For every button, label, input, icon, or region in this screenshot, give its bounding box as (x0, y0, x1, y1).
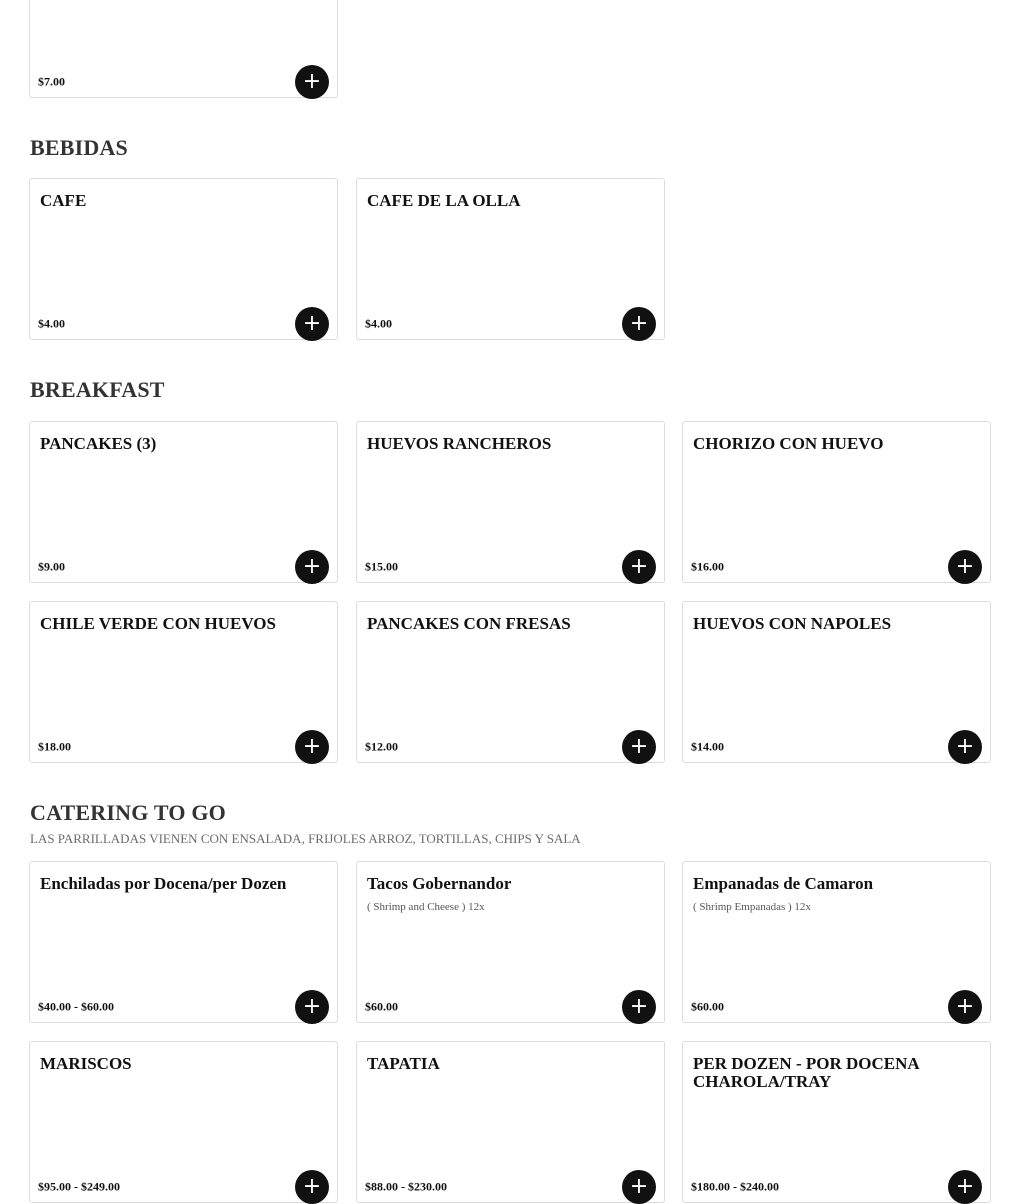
plus-icon: + (955, 1174, 975, 1199)
item-name: PANCAKES (3) (40, 434, 157, 453)
add-to-cart-button[interactable] (295, 1170, 329, 1204)
item-name: MARISCOS (40, 1054, 132, 1073)
menu-item-card-tapatia[interactable] (356, 1041, 665, 1203)
add-to-cart-button[interactable] (948, 1170, 982, 1204)
menu-item-card-empanadas-de-camaron[interactable] (682, 861, 991, 1023)
item-name: HUEVOS RANCHEROS (367, 434, 552, 453)
item-price: $4.00 (38, 316, 65, 331)
add-to-cart-button[interactable] (295, 550, 329, 584)
item-name: TAPATIA (367, 1054, 440, 1073)
plus-icon: + (955, 554, 975, 579)
add-to-cart-button[interactable] (622, 307, 656, 341)
plus-icon: + (302, 734, 322, 759)
menu-item-card-huevos-rancheros[interactable] (356, 421, 665, 583)
menu-item-card-cafe-de-la-olla[interactable] (356, 178, 665, 340)
add-to-cart-button[interactable] (295, 65, 329, 99)
item-name: CHILE VERDE CON HUEVOS (40, 614, 276, 633)
plus-icon: + (302, 994, 322, 1019)
menu-item-card-pancakes-con-fresas[interactable] (356, 601, 665, 763)
item-price: $60.00 (691, 999, 724, 1014)
menu-item-card-pancakes[interactable] (29, 421, 338, 583)
add-to-cart-button[interactable] (622, 550, 656, 584)
add-to-cart-button[interactable] (295, 730, 329, 764)
plus-icon: + (629, 1174, 649, 1199)
menu-item-card-cafe[interactable] (29, 178, 338, 340)
item-name: CAFE DE LA OLLA (367, 191, 521, 210)
menu-item-card-enchiladas[interactable] (29, 861, 338, 1023)
item-price: $88.00 - $230.00 (365, 1179, 447, 1194)
add-to-cart-button[interactable] (295, 990, 329, 1024)
item-name: CAFE (40, 191, 87, 210)
item-price: $15.00 (365, 559, 398, 574)
plus-icon: + (302, 554, 322, 579)
item-name: Empanadas de Camaron (693, 874, 874, 893)
plus-icon: + (302, 1174, 322, 1199)
item-description: ( Shrimp Empanadas ) 12x (693, 901, 811, 913)
item-price: $180.00 - $240.00 (691, 1179, 779, 1194)
item-price: $16.00 (691, 559, 724, 574)
item-description: ( Shrimp and Cheese ) 12x (367, 901, 485, 913)
item-price: $18.00 (38, 739, 71, 754)
item-price: $7.00 (38, 74, 65, 89)
item-price: $60.00 (365, 999, 398, 1014)
item-name: PANCAKES CON FRESAS (367, 614, 571, 633)
add-to-cart-button[interactable] (622, 1170, 656, 1204)
item-price: $14.00 (691, 739, 724, 754)
section-title-breakfast: BREAKFAST (30, 377, 165, 402)
menu-item-card-mariscos[interactable] (29, 1041, 338, 1203)
menu-item-card[interactable] (29, 0, 338, 98)
item-price: $40.00 - $60.00 (38, 999, 114, 1014)
plus-icon: + (302, 69, 322, 94)
add-to-cart-button[interactable] (622, 730, 656, 764)
item-name: Enchiladas por Docena/per Dozen (40, 874, 287, 893)
item-name: HUEVOS CON NAPOLES (693, 614, 892, 633)
menu-item-card-chorizo-con-huevo[interactable] (682, 421, 991, 583)
item-price: $95.00 - $249.00 (38, 1179, 120, 1194)
add-to-cart-button[interactable] (948, 550, 982, 584)
plus-icon: + (955, 734, 975, 759)
plus-icon: + (955, 994, 975, 1019)
section-title-catering: CATERING TO GO (30, 800, 226, 825)
item-name: Tacos Gobernandor (367, 874, 512, 893)
plus-icon: + (629, 734, 649, 759)
menu-item-card-per-dozen[interactable] (682, 1041, 991, 1203)
plus-icon: + (629, 554, 649, 579)
add-to-cart-button[interactable] (295, 307, 329, 341)
item-price: $9.00 (38, 559, 65, 574)
add-to-cart-button[interactable] (948, 730, 982, 764)
item-name: PER DOZEN - POR DOCENA CHAROLA/TRAY (693, 1054, 919, 1091)
item-name: CHORIZO CON HUEVO (693, 434, 884, 453)
item-price: $12.00 (365, 739, 398, 754)
plus-icon: + (302, 311, 322, 336)
menu-item-card-huevos-con-napoles[interactable] (682, 601, 991, 763)
section-title-bebidas: BEBIDAS (30, 135, 128, 160)
add-to-cart-button[interactable] (622, 990, 656, 1024)
item-price: $4.00 (365, 316, 392, 331)
plus-icon: + (629, 311, 649, 336)
add-to-cart-button[interactable] (948, 990, 982, 1024)
section-subtitle: LAS PARRILLADAS VIENEN CON ENSALADA, FRIJOLES ARROZ, TORTILLAS, CHIPS Y SALA (30, 831, 581, 846)
menu-item-card-tacos-gobernandor[interactable] (356, 861, 665, 1023)
plus-icon: + (629, 994, 649, 1019)
menu-item-card-chile-verde[interactable] (29, 601, 338, 763)
